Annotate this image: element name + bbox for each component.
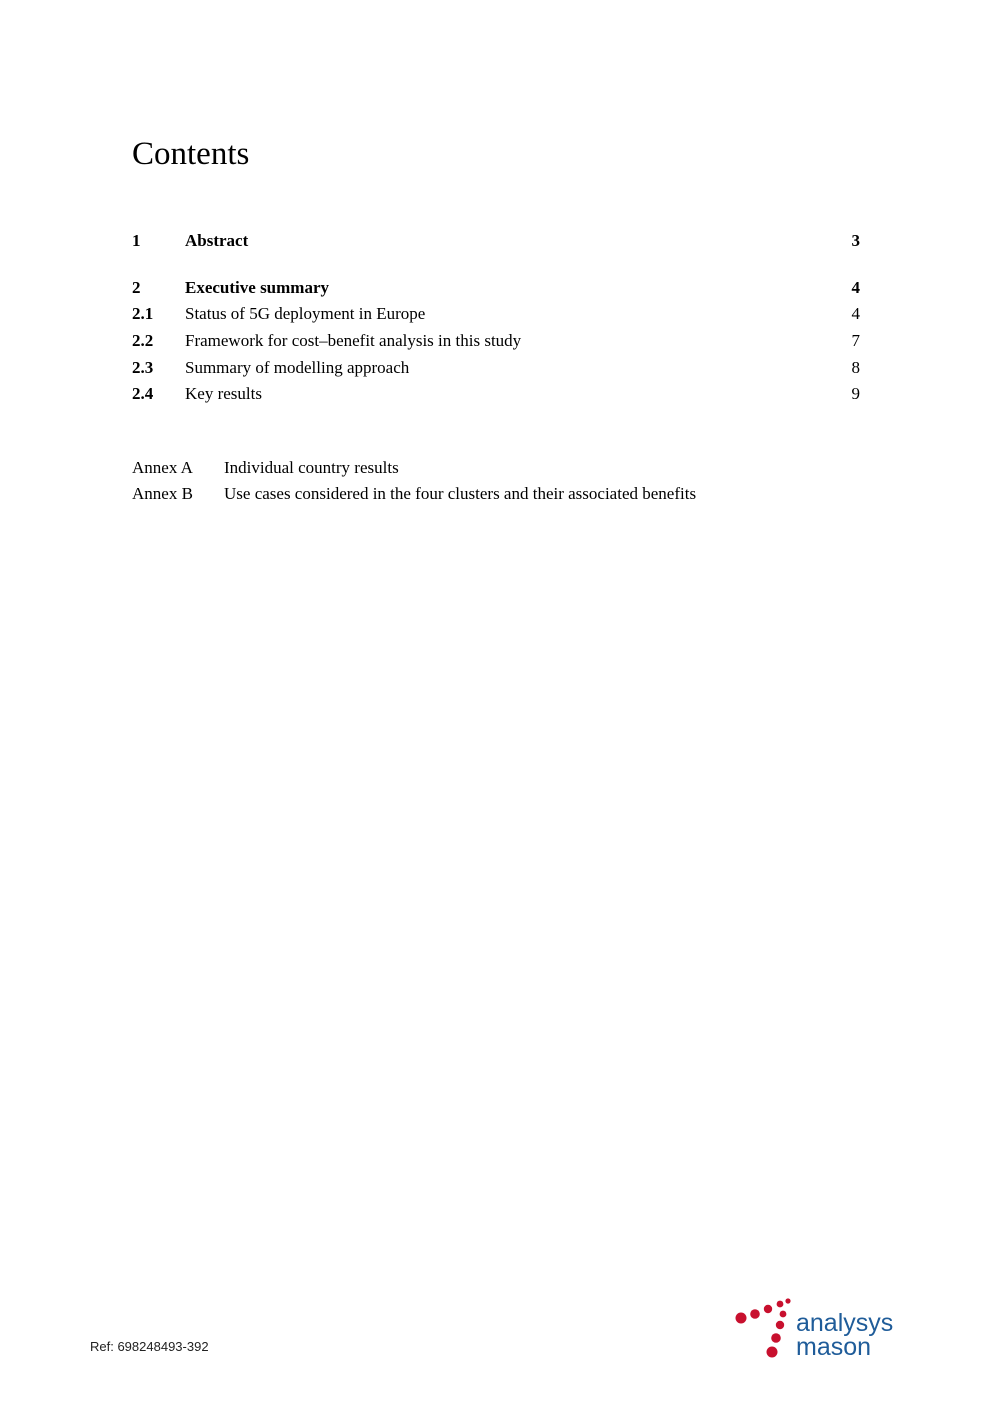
- toc-number: 2.1: [132, 304, 154, 323]
- annex-label: Annex A: [132, 458, 193, 477]
- toc-number: 2.4: [132, 384, 154, 403]
- toc-title: Framework for cost–benefit analysis in this study: [185, 331, 522, 350]
- toc-entry[interactable]: [132, 277, 860, 299]
- toc-number: 1: [132, 231, 141, 250]
- analysys-mason-logo: [730, 1296, 920, 1367]
- annex-entry[interactable]: [132, 483, 892, 505]
- annex-entry[interactable]: [132, 457, 892, 479]
- annex-label: Annex B: [132, 484, 193, 503]
- toc-entry[interactable]: [132, 357, 860, 379]
- logo-text-mason: mason: [796, 1333, 872, 1361]
- toc-number: 2.2: [132, 331, 154, 350]
- toc-entry[interactable]: [132, 330, 860, 352]
- toc-page: 9: [851, 384, 860, 403]
- toc-entry[interactable]: [132, 303, 860, 325]
- toc-title: Summary of modelling approach: [185, 358, 410, 377]
- toc-number: 2.3: [132, 358, 154, 377]
- toc-page: 8: [851, 358, 860, 377]
- toc-number: 2: [132, 278, 141, 297]
- toc-page: 3: [851, 231, 860, 250]
- annex-title: Individual country results: [224, 458, 399, 477]
- toc-page: 4: [851, 278, 860, 297]
- toc-entry[interactable]: [132, 383, 860, 405]
- reference-number: Ref: 698248493-392: [90, 1339, 209, 1354]
- toc-title: Key results: [185, 384, 262, 403]
- toc-title: Executive summary: [185, 278, 330, 297]
- toc-title: Abstract: [185, 231, 249, 250]
- toc-page: 4: [851, 304, 860, 323]
- toc-entry[interactable]: [132, 230, 860, 252]
- logo-text-analysys: analysys: [796, 1309, 894, 1337]
- annex-title: Use cases considered in the four clusters and their associated benefits: [224, 484, 697, 503]
- toc-page: 7: [851, 331, 860, 350]
- page-title: Contents: [132, 136, 250, 172]
- toc-title: Status of 5G deployment in Europe: [185, 304, 426, 323]
- logo-dots-icon: [736, 1298, 791, 1357]
